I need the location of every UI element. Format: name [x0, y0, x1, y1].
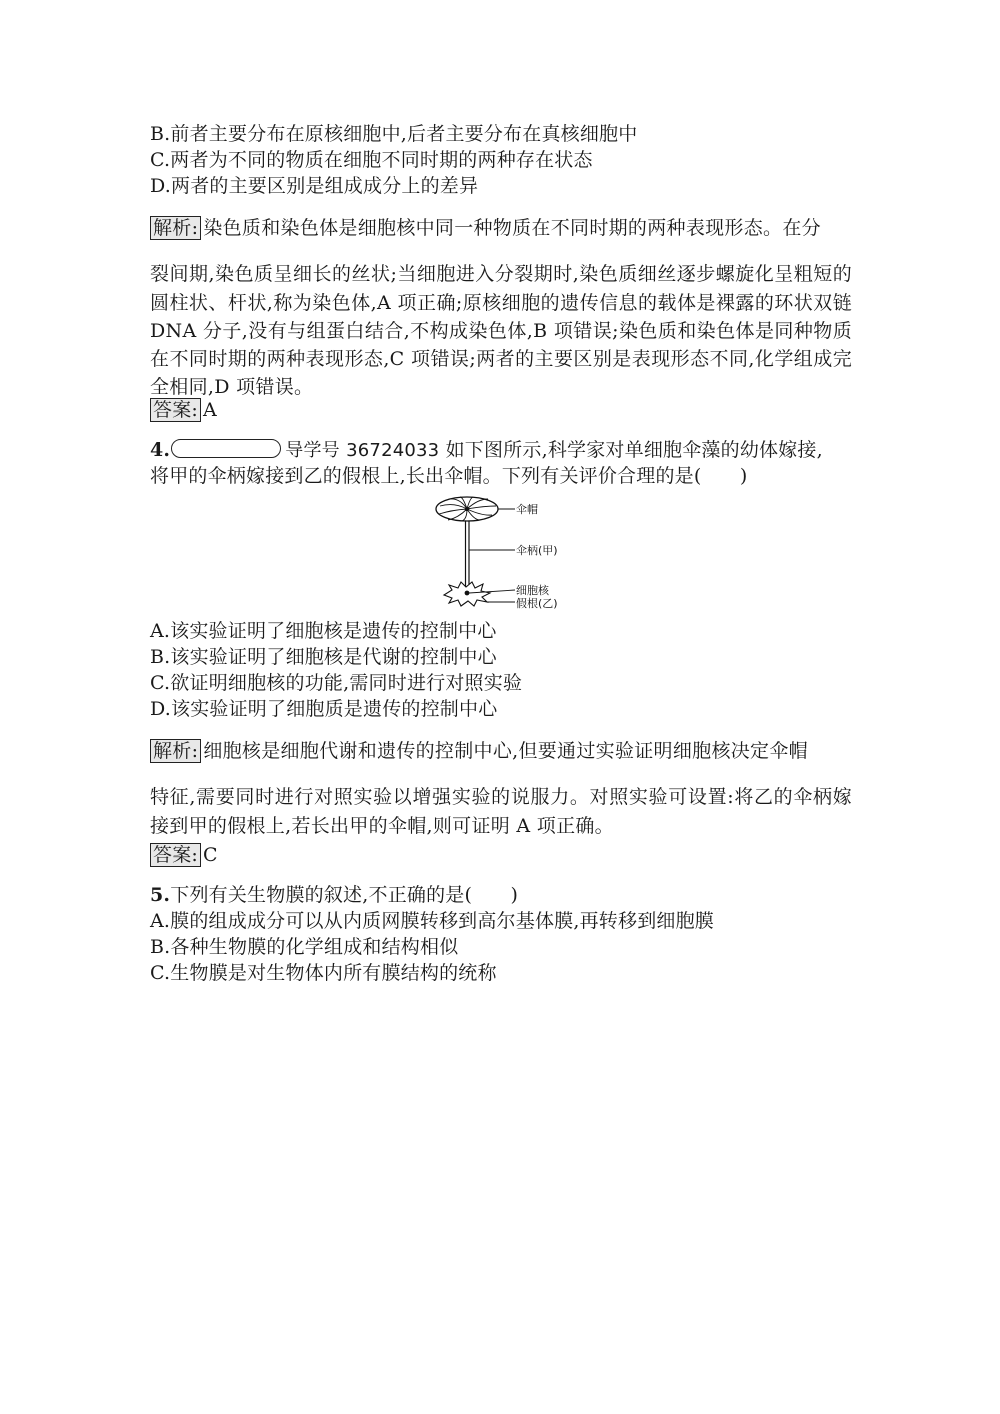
- q3-analysis: [150, 214, 852, 402]
- label-stalk: 伞柄(甲): [516, 544, 558, 557]
- q4-stem-text1: 如下图所示,科学家对单细胞伞藻的幼体嫁接,: [445, 439, 823, 461]
- q5-stem-text: 下列有关生物膜的叙述,不正确的是( ): [170, 884, 519, 906]
- blank-pill-box: [171, 439, 281, 458]
- q3-analysis-text-rest: 裂间期,染色质呈细长的丝状;当细胞进入分裂期时,染色质细丝逐步螺旋化呈粗短的圆柱状、杆状,称为染色体,A 项正确;原核细胞的遗传信息的载体是裸露的环状双链 DNA 分子,没有与组蛋白结合,不构成染色体,B 项错误;染色质和染色体是同种物质在不同时期的两种表现形态,C 项错误;两者的主要区别是表现形态不同,化学组成完全相同,D 项错误。: [150, 263, 852, 399]
- analysis-label: 解析:: [150, 216, 201, 240]
- q4-stem-line1: [150, 437, 823, 464]
- q4-analysis: [150, 737, 852, 840]
- q3-analysis-first-line: [150, 214, 852, 242]
- q4-analysis-text-first: 细胞核是细胞代谢和遗传的控制中心,但要通过实验证明细胞核决定伞帽: [203, 740, 808, 762]
- q4-analysis-first-line: [150, 737, 852, 765]
- q3-analysis-text-first: 染色质和染色体是细胞核中同一种物质在不同时期的两种表现形态。在分: [203, 217, 821, 239]
- umbrella-alga-figure: [430, 494, 560, 616]
- guide-label: 导学号: [285, 440, 340, 461]
- label-nucleus: 细胞核: [516, 584, 549, 597]
- q4-option-b: B.该实验证明了细胞核是代谢的控制中心: [150, 646, 497, 668]
- q3-option-b: B.前者主要分布在原核细胞中,后者主要分布在真核细胞中: [150, 123, 638, 145]
- q3-option-c: C.两者为不同的物质在细胞不同时期的两种存在状态: [150, 149, 593, 171]
- q4-option-a: A.该实验证明了细胞核是遗传的控制中心: [150, 620, 497, 642]
- analysis-label: 解析:: [150, 739, 201, 763]
- q5-number: 5.: [150, 884, 171, 906]
- q5-option-a: A.膜的组成成分可以从内质网膜转移到高尔基体膜,再转移到细胞膜: [150, 910, 715, 932]
- q4-option-d: D.该实验证明了细胞质是遗传的控制中心: [150, 698, 498, 720]
- q5-option-b: B.各种生物膜的化学组成和结构相似: [150, 936, 459, 958]
- q5-option-c: C.生物膜是对生物体内所有膜结构的统称: [150, 962, 497, 984]
- label-rhizoid: 假根(乙): [516, 597, 558, 610]
- q4-analysis-text-rest: 特征,需要同时进行对照实验以增强实验的说服力。对照实验可设置:将乙的伞柄嫁接到甲的假根上,若长出甲的伞帽,则可证明 A 项正确。: [150, 786, 852, 837]
- q4-option-c: C.欲证明细胞核的功能,需同时进行对照实验: [150, 672, 523, 694]
- answer-label: 答案:: [150, 843, 201, 867]
- q3-answer: [150, 397, 217, 423]
- q3-answer-value: A: [203, 399, 217, 421]
- q4-answer-value: C: [203, 844, 218, 866]
- q4-number: 4.: [150, 439, 171, 461]
- q5-stem: [150, 882, 518, 908]
- guide-number: 36724033: [346, 440, 440, 461]
- q4-stem-line2: 将甲的伞柄嫁接到乙的假根上,长出伞帽。下列有关评价合理的是( ): [150, 465, 748, 487]
- q3-option-d: D.两者的主要区别是组成成分上的差异: [150, 175, 479, 197]
- label-cap: 伞帽: [516, 503, 538, 516]
- q4-answer: [150, 842, 218, 868]
- answer-label: 答案:: [150, 398, 201, 422]
